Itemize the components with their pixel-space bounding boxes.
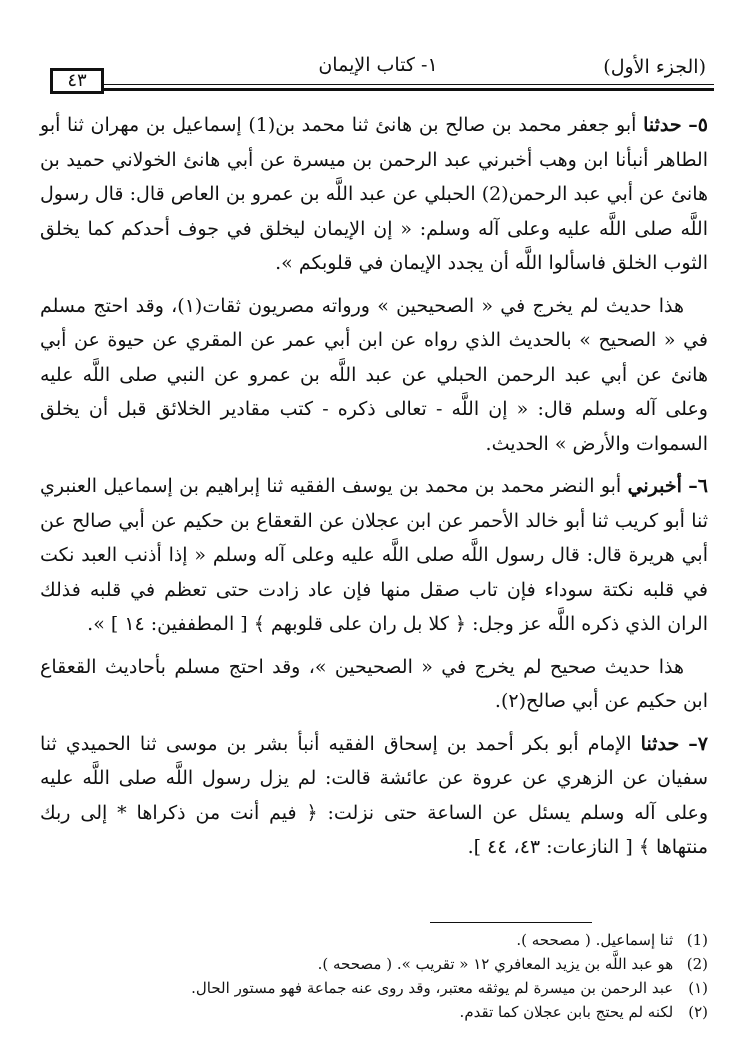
hadith-text: أبو جعفر محمد بن صالح بن هانئ ثنا محمد بن(1) إسماعيل بن مهران ثنا أبو الطاهر أنبأنا ابن وهب أخبرني عبد الرحمن بن ميسرة عن أبي هانئ الخولاني حميد بن هانئ عن أبي عبد الرحمن(2) الحبلي عن عبد اللَّه بن عمرو بن العاص قال: قال رسول اللَّه صلى اللَّه عليه وعلى آله وسلم: « إن الإيمان ليخلق في جوف أحدكم كما يخلق الثوب الخلق فاسألوا اللَّه أن يجدد الإيمان في قلوبكم ».: [40, 114, 709, 274]
section-title: ١- كتاب الإيمان: [318, 54, 438, 76]
page-header: [40, 52, 714, 96]
footnote: [40, 976, 708, 1000]
page-number: ٤٣: [50, 68, 104, 94]
paragraph-gap: [40, 719, 708, 727]
hadith-number: ٦–: [688, 475, 708, 497]
footnote-number: (2): [686, 955, 708, 973]
footnote-text: لكنه لم يحتج بابن عجلان كما تقدم.: [459, 1003, 674, 1021]
hadith-keyword: حدثنا: [640, 732, 680, 755]
paragraph-gap: [40, 642, 708, 650]
hadith-keyword: حدثنا: [643, 114, 682, 136]
commentary-5: هذا حديث لم يخرج في « الصحيحين » ورواته مصريون ثقات(١)، وقد احتج مسلم في « الصحيح » بالحديث الذي رواه عن ابن أبي عمر عن المقري عن حيوة عن أبي هانئ عن أبي عبد الرحمن الحبلي عن عبد اللَّه بن عمرو عن النبي صلى اللَّه عليه وعلى آله وسلم قال: « إن اللَّه - تعالى ذكره - كتب مقادير الخلائق قبل أن يخلق السموات والأرض » الحديث.: [40, 294, 708, 455]
hadith-number: ٧–: [688, 732, 709, 755]
commentary-6: هذا حديث صحيح لم يخرج في « الصحيحين »، وقد احتج مسلم بأحاديث القعقاع ابن حكيم عن أبي صالح(٢).: [40, 655, 708, 712]
hadith-7: [40, 727, 708, 865]
header-rule-thick: [104, 88, 714, 91]
footnote-number: (١): [688, 979, 708, 997]
hadith-number: ٥–: [688, 114, 708, 136]
hadith-5: [40, 108, 708, 281]
footnote-text: عبد الرحمن بن ميسرة لم يوثقه معتبر، وقد روى عنه جماعة فهو مستور الحال.: [191, 979, 674, 997]
footnote: [40, 928, 708, 952]
footnote-separator: [430, 922, 592, 923]
hadith-keyword: أخبرني: [627, 475, 682, 497]
paragraph-gap: [40, 281, 708, 289]
footnotes: [40, 928, 708, 1024]
hadith-6: [40, 469, 708, 642]
footnote: [40, 1000, 708, 1024]
hadith-text: الإمام أبو بكر أحمد بن إسحاق الفقيه أنبأ بشر بن موسى ثنا الحميدي ثنا سفيان عن الزهري عن عروة عن عائشة قالت: لم يزل رسول اللَّه صلى اللَّه عليه وعلى آله وسلم يسئل عن الساعة حتى نزلت: ﴿ فيم أنت من ذكراها * إلى ربك منتهاها ﴾ [ النازعات: ٤٣، ٤٤ ].: [40, 732, 708, 858]
footnote-number: (٢): [688, 1003, 708, 1021]
paragraph-gap: [40, 461, 708, 469]
footnote-text: ثنا إسماعيل. ( مصححه ).: [516, 931, 674, 949]
hadith-text: أبو النضر محمد بن محمد بن يوسف الفقيه ثنا إبراهيم بن إسماعيل العنبري ثنا أبو كريب ثنا أبو خالد الأحمر عن ابن عجلان عن القعقاع بن حكيم عن أبي صالح عن أبي هريرة قال: قال رسول اللَّه صلى اللَّه عليه وعلى آله وسلم « إذا أذنب العبد نكت في قلبه نكتة سوداء فإن تاب صقل منها فإن عاد زادت حتى تعظم في قلبه فذلك الران الذي ذكره اللَّه عز وجل: ﴿ كلا بل ران على قلوبهم ﴾ [ المطففين: ١٤ ] ».: [40, 475, 708, 635]
footnote-number: (1): [686, 931, 708, 949]
running-title: (الجزء الأول): [603, 56, 706, 78]
footnote: [40, 952, 708, 976]
main-text: [40, 108, 708, 865]
footnote-text: هو عبد اللَّه بن يزيد المعافري ١٢ « تقريب ». ( مصححه ).: [317, 955, 674, 973]
header-rule-thin: [104, 84, 714, 85]
